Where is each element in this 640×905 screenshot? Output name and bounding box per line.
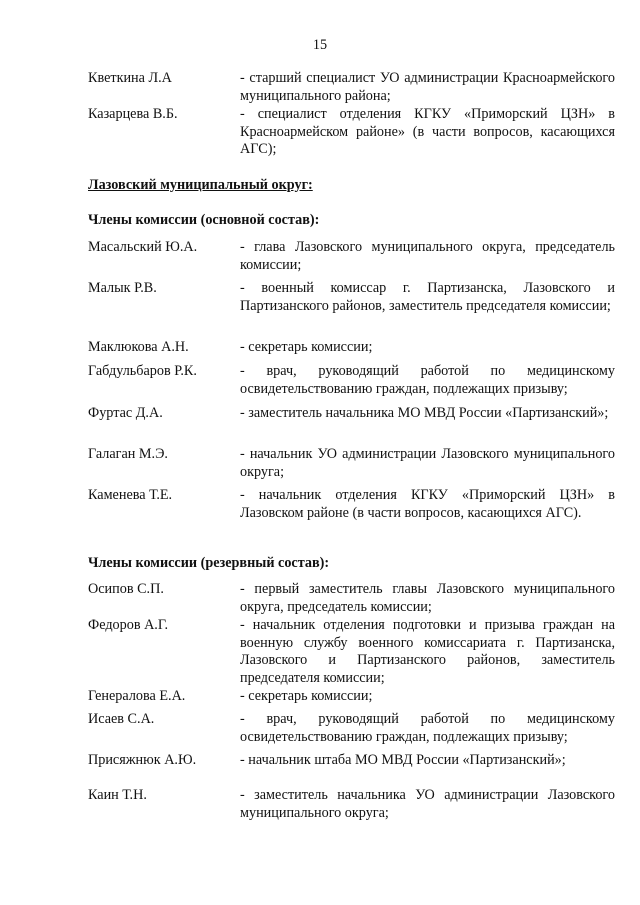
member-role: - начальник отделения подготовки и призыва граждан на военную службу военного комиссариата г. Партизанска, Лазовского и Партизанского районов, заместитель председателя комиссии; [240,617,615,686]
member-name: Каменева Т.Е. [88,487,173,503]
member-name: Кветкина Л.А [88,70,172,86]
member-role: - начальник штаба МО МВД России «Партизанский»; [240,752,566,768]
member-name: Казарцева В.Б. [88,106,178,122]
member-role: - начальник отделения КГКУ «Приморский ЦЗН» в Лазовском районе (в части вопросов, касающихся АГС). [240,487,615,521]
member-name: Исаев С.А. [88,711,155,727]
member-role: - врач, руководящий работой по медицинскому освидетельствованию граждан, подлежащих призыву; [240,711,615,745]
member-name: Габдульбаров Р.К. [88,363,197,379]
member-role: - специалист отделения КГКУ «Приморский ЦЗН» в Красноармейском районе» (в части вопросов, касающихся АГС); [240,106,615,157]
member-name: Масальский Ю.А. [88,239,198,255]
reserve-section-heading: Члены комиссии (резервный состав): [88,555,330,571]
member-role: - начальник УО администрации Лазовского муниципального округа; [240,446,615,480]
member-name: Малык Р.В. [88,280,157,296]
member-role: - старший специалист УО администрации Красноармейского муниципального района; [240,70,615,104]
district-heading: Лазовский муниципальный округ: [88,177,313,193]
member-role: - заместитель начальника УО администрации Лазовского муниципального округа; [240,787,615,821]
member-name: Галаган М.Э. [88,446,168,462]
main-section-heading: Члены комиссии (основной состав): [88,212,320,228]
member-role: - врач, руководящий работой по медицинскому освидетельствованию граждан, подлежащих призыву; [240,363,615,397]
member-name: Фуртас Д.А. [88,405,163,421]
member-name: Каин Т.Н. [88,787,147,803]
member-role: - секретарь комиссии; [240,688,373,704]
page-number: 15 [312,37,328,53]
member-role: - первый заместитель главы Лазовского муниципального округа, председатель комиссии; [240,581,615,615]
member-name: Федоров А.Г. [88,617,169,633]
member-name: Генералова Е.А. [88,688,186,704]
member-role: - военный комиссар г. Партизанска, Лазовского и Партизанского районов, заместитель председателя комиссии; [240,280,615,314]
member-name: Осипов С.П. [88,581,164,597]
member-name: Маклюкова А.Н. [88,339,189,355]
member-name: Присяжнюк А.Ю. [88,752,197,768]
member-role: - глава Лазовского муниципального округа, председатель комиссии; [240,239,615,273]
member-role: - заместитель начальника МО МВД России «Партизанский»; [240,405,609,421]
member-role: - секретарь комиссии; [240,339,373,355]
